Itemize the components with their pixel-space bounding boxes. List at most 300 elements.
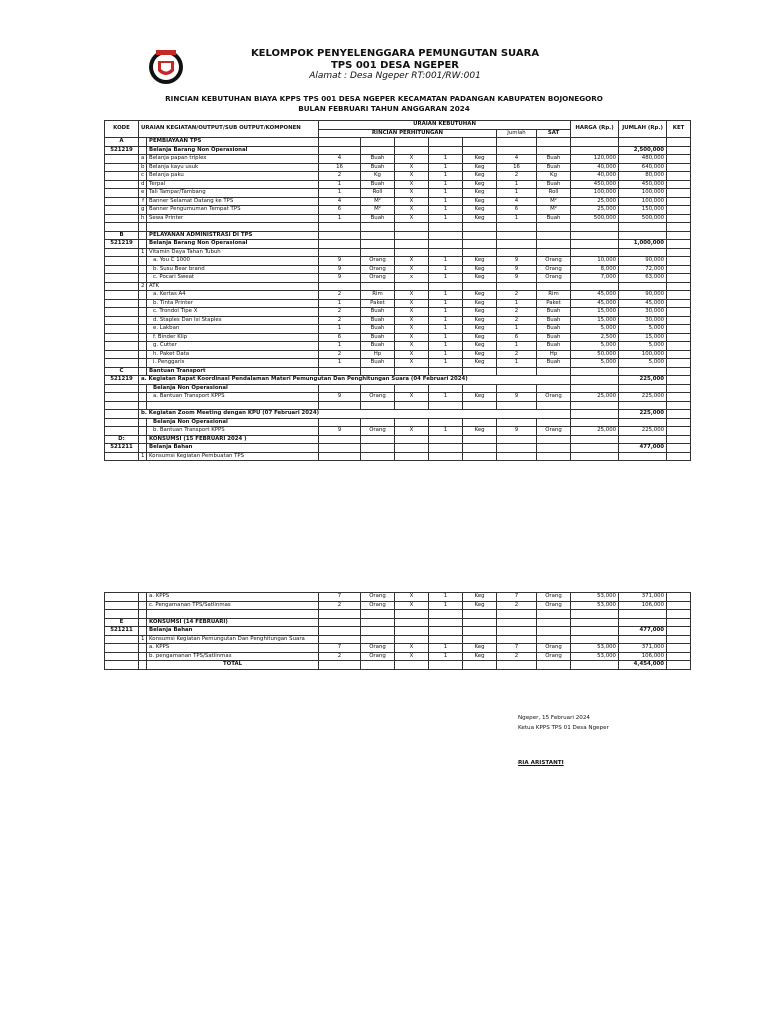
cell-kode <box>105 661 139 670</box>
cell-q2 <box>429 367 463 376</box>
cell-u1: Orang <box>361 644 395 653</box>
cell-q2: 1 <box>429 308 463 317</box>
cell-sub <box>139 618 147 627</box>
cell-q2: 1 <box>429 359 463 368</box>
cell-x: X <box>395 206 429 215</box>
cell-u2: Keg <box>463 644 497 653</box>
cell-u1 <box>361 223 395 232</box>
cell-q1 <box>319 635 361 644</box>
cell-u1 <box>361 610 395 619</box>
cell-harga: 500,000 <box>571 214 619 223</box>
table-row <box>105 206 691 215</box>
table-row <box>105 248 691 257</box>
cell-jml <box>497 610 537 619</box>
cell-kode: 521219 <box>105 240 139 249</box>
cell-total: 90,000 <box>619 257 667 266</box>
cell-sub: g <box>139 206 147 215</box>
cell-harga: 25,000 <box>571 393 619 402</box>
cell-harga <box>571 376 619 385</box>
cell-sub <box>139 316 147 325</box>
cell-sat <box>537 248 571 257</box>
cell-uraian: Belanja kayu usuk <box>147 163 319 172</box>
cell-q2: 1 <box>429 214 463 223</box>
cell-ket <box>667 410 691 419</box>
cell-harga: 45,000 <box>571 291 619 300</box>
table-row <box>105 325 691 334</box>
cell-harga: 5,000 <box>571 342 619 351</box>
cell-kode <box>105 206 139 215</box>
table-row <box>105 427 691 436</box>
cell-jml <box>497 401 537 410</box>
cell-harga <box>571 435 619 444</box>
cell-sat: Buah <box>537 325 571 334</box>
signature-role: Ketua KPPS TPS 01 Desa Ngeper <box>518 725 609 731</box>
table-row <box>105 435 691 444</box>
cell-u1: Buah <box>361 359 395 368</box>
cell-sub <box>139 257 147 266</box>
cell-q2: 1 <box>429 601 463 610</box>
cell-u2 <box>463 435 497 444</box>
cell-u2 <box>463 401 497 410</box>
cell-q1 <box>319 384 361 393</box>
cell-ket <box>667 452 691 461</box>
cell-sat <box>537 401 571 410</box>
cell-q1: 16 <box>319 163 361 172</box>
cell-q2: 1 <box>429 393 463 402</box>
cell-kode <box>105 452 139 461</box>
cell-jml: 9 <box>497 393 537 402</box>
cell-kode <box>105 180 139 189</box>
cell-q1 <box>319 146 361 155</box>
cell-sat <box>537 444 571 453</box>
cell-ket <box>667 359 691 368</box>
table-row <box>105 593 691 602</box>
cell-u2: Keg <box>463 197 497 206</box>
cell-uraian: b. Tinta Printer <box>147 299 319 308</box>
col-ket: KET <box>667 121 691 138</box>
table-row <box>105 601 691 610</box>
signature-name: RIA ARISTANTI <box>518 760 564 766</box>
cell-q2: 1 <box>429 180 463 189</box>
cell-kode <box>105 610 139 619</box>
cell-total: 15,000 <box>619 333 667 342</box>
cell-q1: 2 <box>319 308 361 317</box>
cell-sub <box>139 418 147 427</box>
cell-total: 5,000 <box>619 359 667 368</box>
cell-harga: 53,000 <box>571 601 619 610</box>
cell-u1 <box>361 661 395 670</box>
table-row <box>105 452 691 461</box>
cell-sat: Buah <box>537 359 571 368</box>
cell-kode <box>105 410 139 419</box>
cell-ket <box>667 299 691 308</box>
cell-uraian: Tali Tampar/Tambang <box>147 189 319 198</box>
cell-uraian: Banner Selamat Datang ke TPS <box>147 197 319 206</box>
cell-sat <box>537 146 571 155</box>
cell-u2 <box>463 146 497 155</box>
cell-u2: Keg <box>463 257 497 266</box>
cell-q1: 4 <box>319 155 361 164</box>
cell-uraian: TOTAL <box>147 661 319 670</box>
cell-uraian: Belanja Barang Non Operasional <box>147 240 319 249</box>
cell-sub: 1 <box>139 248 147 257</box>
cell-jml <box>497 240 537 249</box>
cell-sub <box>139 350 147 359</box>
col-jumlah: Jumlah <box>497 129 537 138</box>
cell-uraian: Bantuan Transport <box>147 367 319 376</box>
cell-x <box>395 146 429 155</box>
cell-x: x <box>395 274 429 283</box>
cell-sub <box>139 367 147 376</box>
cell-q2 <box>429 146 463 155</box>
cell-x: X <box>395 163 429 172</box>
cell-sat <box>537 618 571 627</box>
cell-ket <box>667 427 691 436</box>
cell-x: X <box>395 427 429 436</box>
cell-u1: Buah <box>361 163 395 172</box>
cell-q1 <box>319 401 361 410</box>
cell-x: X <box>395 214 429 223</box>
cell-ket <box>667 435 691 444</box>
cell-kode <box>105 163 139 172</box>
cell-u2 <box>463 231 497 240</box>
cell-sub: f <box>139 197 147 206</box>
cell-harga <box>571 138 619 147</box>
cell-u2: Keg <box>463 316 497 325</box>
cell-ket <box>667 223 691 232</box>
cell-sub <box>139 359 147 368</box>
cell-q1 <box>319 138 361 147</box>
cell-ket <box>667 652 691 661</box>
cell-total <box>619 384 667 393</box>
cell-x: X <box>395 155 429 164</box>
cell-uraian: a. KPPS <box>147 644 319 653</box>
cell-q2 <box>429 138 463 147</box>
cell-total: 450,000 <box>619 180 667 189</box>
cell-x: X <box>395 265 429 274</box>
cell-ket <box>667 291 691 300</box>
cell-uraian: Vitamin Daya Tahan Tubuh <box>147 248 319 257</box>
cell-total: 100,000 <box>619 189 667 198</box>
doc-title: RINCIAN KEBUTUHAN BIAYA KPPS TPS 001 DESA NGEPER KECAMATAN PADANGAN KABUPATEN BOJONEGORO <box>165 94 603 103</box>
cell-ket <box>667 206 691 215</box>
cell-ket <box>667 146 691 155</box>
cell-total: 371,000 <box>619 644 667 653</box>
cell-ket <box>667 257 691 266</box>
cell-u1: Buah <box>361 333 395 342</box>
cell-ket <box>667 248 691 257</box>
cell-x <box>395 610 429 619</box>
cell-x: X <box>395 257 429 266</box>
cell-sat: M² <box>537 206 571 215</box>
cell-q2 <box>429 610 463 619</box>
cell-sub: b <box>139 163 147 172</box>
cell-harga <box>571 452 619 461</box>
cell-q2: 1 <box>429 593 463 602</box>
cell-u2: Keg <box>463 163 497 172</box>
col-harga: HARGA (Rp.) <box>571 121 619 138</box>
cell-q1 <box>319 223 361 232</box>
cell-harga <box>571 401 619 410</box>
cell-sat: Orang <box>537 265 571 274</box>
cell-x: X <box>395 325 429 334</box>
cell-total: 225,000 <box>619 376 667 385</box>
cell-q1: 9 <box>319 265 361 274</box>
table-row <box>105 146 691 155</box>
cell-sat: Orang <box>537 652 571 661</box>
cell-sat: Orang <box>537 274 571 283</box>
cell-kode <box>105 299 139 308</box>
cell-jml: 6 <box>497 206 537 215</box>
cell-q2: 1 <box>429 291 463 300</box>
cell-ket <box>667 274 691 283</box>
cell-total <box>619 231 667 240</box>
cell-ket <box>667 601 691 610</box>
cell-ket <box>667 172 691 181</box>
cell-x <box>395 231 429 240</box>
cell-harga <box>571 444 619 453</box>
cell-u1: Orang <box>361 393 395 402</box>
cell-harga: 40,000 <box>571 172 619 181</box>
cell-q1: 6 <box>319 333 361 342</box>
cell-sat <box>537 418 571 427</box>
cell-u2: Keg <box>463 214 497 223</box>
cell-kode: 521211 <box>105 627 139 636</box>
cell-q1: 1 <box>319 180 361 189</box>
cell-ket <box>667 635 691 644</box>
cell-u1 <box>361 444 395 453</box>
cell-kode: 521211 <box>105 444 139 453</box>
cell-sat: Buah <box>537 155 571 164</box>
cell-q2: 1 <box>429 299 463 308</box>
cell-jml <box>497 444 537 453</box>
cell-u2: Keg <box>463 308 497 317</box>
cell-jml: 1 <box>497 180 537 189</box>
cell-q1 <box>319 435 361 444</box>
cell-sat: Orang <box>537 593 571 602</box>
cell-harga: 2,500 <box>571 333 619 342</box>
table-row <box>105 410 691 419</box>
cell-u2: Keg <box>463 180 497 189</box>
cell-x: X <box>395 189 429 198</box>
cell-u2 <box>463 138 497 147</box>
cell-q2: 1 <box>429 155 463 164</box>
cell-u2 <box>463 282 497 291</box>
cell-ket <box>667 593 691 602</box>
cell-sub <box>139 299 147 308</box>
cell-sat: Buah <box>537 163 571 172</box>
cell-sat <box>537 635 571 644</box>
cell-sat: Orang <box>537 644 571 653</box>
cell-q1: 6 <box>319 206 361 215</box>
cell-u1: Orang <box>361 652 395 661</box>
cell-u1: Orang <box>361 257 395 266</box>
cell-kode: B <box>105 231 139 240</box>
cell-total <box>619 435 667 444</box>
cell-jml: 9 <box>497 257 537 266</box>
cell-total <box>619 138 667 147</box>
cell-total: 63,000 <box>619 274 667 283</box>
cell-u2 <box>463 248 497 257</box>
cell-ket <box>667 610 691 619</box>
cell-u1 <box>361 240 395 249</box>
cell-sub <box>139 610 147 619</box>
cell-q1 <box>319 452 361 461</box>
cell-x: X <box>395 333 429 342</box>
cell-uraian: f. Binder Klip <box>147 333 319 342</box>
cell-uraian: Belanja Bahan <box>147 444 319 453</box>
cell-q2: 1 <box>429 265 463 274</box>
cell-jml <box>497 138 537 147</box>
cell-x <box>395 635 429 644</box>
cell-q2 <box>429 661 463 670</box>
cell-jml: 16 <box>497 163 537 172</box>
cell-q1 <box>319 240 361 249</box>
cell-u1: Buah <box>361 155 395 164</box>
cell-total: 5,000 <box>619 325 667 334</box>
cell-jml: 1 <box>497 214 537 223</box>
cell-uraian: a. You C 1000 <box>147 257 319 266</box>
cell-sub: 1 <box>139 635 147 644</box>
cell-uraian: g. Cutter <box>147 342 319 351</box>
cell-sat <box>537 435 571 444</box>
cell-u2 <box>463 418 497 427</box>
cell-sat: Buah <box>537 316 571 325</box>
cell-kode <box>105 257 139 266</box>
cell-sat: Orang <box>537 601 571 610</box>
cell-jml: 7 <box>497 593 537 602</box>
tps-title: TPS 001 DESA NGEPER <box>330 60 459 71</box>
cell-ket <box>667 342 691 351</box>
cell-x <box>395 367 429 376</box>
cell-sat: Buah <box>537 180 571 189</box>
cell-u2: Keg <box>463 325 497 334</box>
cell-sat <box>537 627 571 636</box>
cell-harga: 120,000 <box>571 155 619 164</box>
cell-x <box>395 627 429 636</box>
cell-total <box>619 248 667 257</box>
table-row <box>105 231 691 240</box>
cell-jml <box>497 627 537 636</box>
cell-jml: 2 <box>497 291 537 300</box>
cell-q2: 1 <box>429 427 463 436</box>
cell-jml <box>497 146 537 155</box>
cell-q1 <box>319 248 361 257</box>
cell-u1: Orang <box>361 427 395 436</box>
cell-kode: A <box>105 138 139 147</box>
table-row <box>105 308 691 317</box>
cell-uraian <box>147 610 319 619</box>
cell-u2: Keg <box>463 274 497 283</box>
cell-total: 225,000 <box>619 393 667 402</box>
cell-uraian: i. Penggaris <box>147 359 319 368</box>
table-row <box>105 265 691 274</box>
cell-q1: 1 <box>319 359 361 368</box>
cell-uraian <box>147 223 319 232</box>
cell-u1: Roll <box>361 189 395 198</box>
cell-harga <box>571 410 619 419</box>
cell-jml: 4 <box>497 197 537 206</box>
cell-total: 100,000 <box>619 350 667 359</box>
cell-u2: Keg <box>463 652 497 661</box>
cell-kode <box>105 644 139 653</box>
cell-q1: 1 <box>319 214 361 223</box>
cell-kode <box>105 223 139 232</box>
cell-x <box>395 282 429 291</box>
cell-sub <box>139 240 147 249</box>
cell-u1 <box>361 138 395 147</box>
cell-harga: 45,000 <box>571 299 619 308</box>
cell-sat: Roll <box>537 189 571 198</box>
cell-q1: 2 <box>319 652 361 661</box>
cell-x: X <box>395 308 429 317</box>
cell-q2 <box>429 618 463 627</box>
cell-uraian: a. Bantuan Transport KPPS <box>147 393 319 402</box>
cell-q2 <box>429 248 463 257</box>
cell-uraian: KONSUMSI (14 FEBRUARI) <box>147 618 319 627</box>
cell-harga <box>571 223 619 232</box>
col-uraian-kegiatan: URAIAN KEGIATAN/OUTPUT/SUB OUTPUT/KOMPONEN <box>139 121 319 138</box>
cell-u1 <box>361 627 395 636</box>
cell-uraian: h. Paket Data <box>147 350 319 359</box>
cell-ket <box>667 393 691 402</box>
cell-total <box>619 452 667 461</box>
cell-jml <box>497 248 537 257</box>
cell-u2: Keg <box>463 172 497 181</box>
cell-x: X <box>395 359 429 368</box>
cell-q2: 1 <box>429 652 463 661</box>
cell-q2 <box>429 282 463 291</box>
cell-sat <box>537 138 571 147</box>
cell-total <box>619 610 667 619</box>
cell-u2: Keg <box>463 291 497 300</box>
table-row <box>105 627 691 636</box>
cell-u1: Orang <box>361 274 395 283</box>
cell-jml: 9 <box>497 427 537 436</box>
org-title: KELOMPOK PENYELENGGARA PEMUNGUTAN SUARA <box>250 48 540 59</box>
cell-q2: 1 <box>429 257 463 266</box>
cell-jml <box>497 452 537 461</box>
cell-kode <box>105 593 139 602</box>
cell-x: X <box>395 299 429 308</box>
cell-sub <box>139 401 147 410</box>
table-row <box>105 180 691 189</box>
table-row <box>105 274 691 283</box>
cell-total: 30,000 <box>619 308 667 317</box>
cell-total: 30,000 <box>619 316 667 325</box>
table-row <box>105 350 691 359</box>
cell-harga <box>571 618 619 627</box>
cell-uraian <box>147 401 319 410</box>
cell-q2: 1 <box>429 325 463 334</box>
cell-jml: 1 <box>497 189 537 198</box>
cell-sat <box>537 367 571 376</box>
cell-sub <box>139 593 147 602</box>
cell-u2 <box>463 627 497 636</box>
cell-x: X <box>395 291 429 300</box>
cell-u2 <box>463 635 497 644</box>
cell-u2 <box>463 618 497 627</box>
cell-ket <box>667 197 691 206</box>
cell-q2 <box>429 240 463 249</box>
cell-sat: Paket <box>537 299 571 308</box>
cell-sub <box>139 627 147 636</box>
cell-harga: 100,000 <box>571 189 619 198</box>
cell-total <box>619 635 667 644</box>
cell-total: 90,000 <box>619 291 667 300</box>
cell-sub <box>139 333 147 342</box>
cell-ket <box>667 325 691 334</box>
